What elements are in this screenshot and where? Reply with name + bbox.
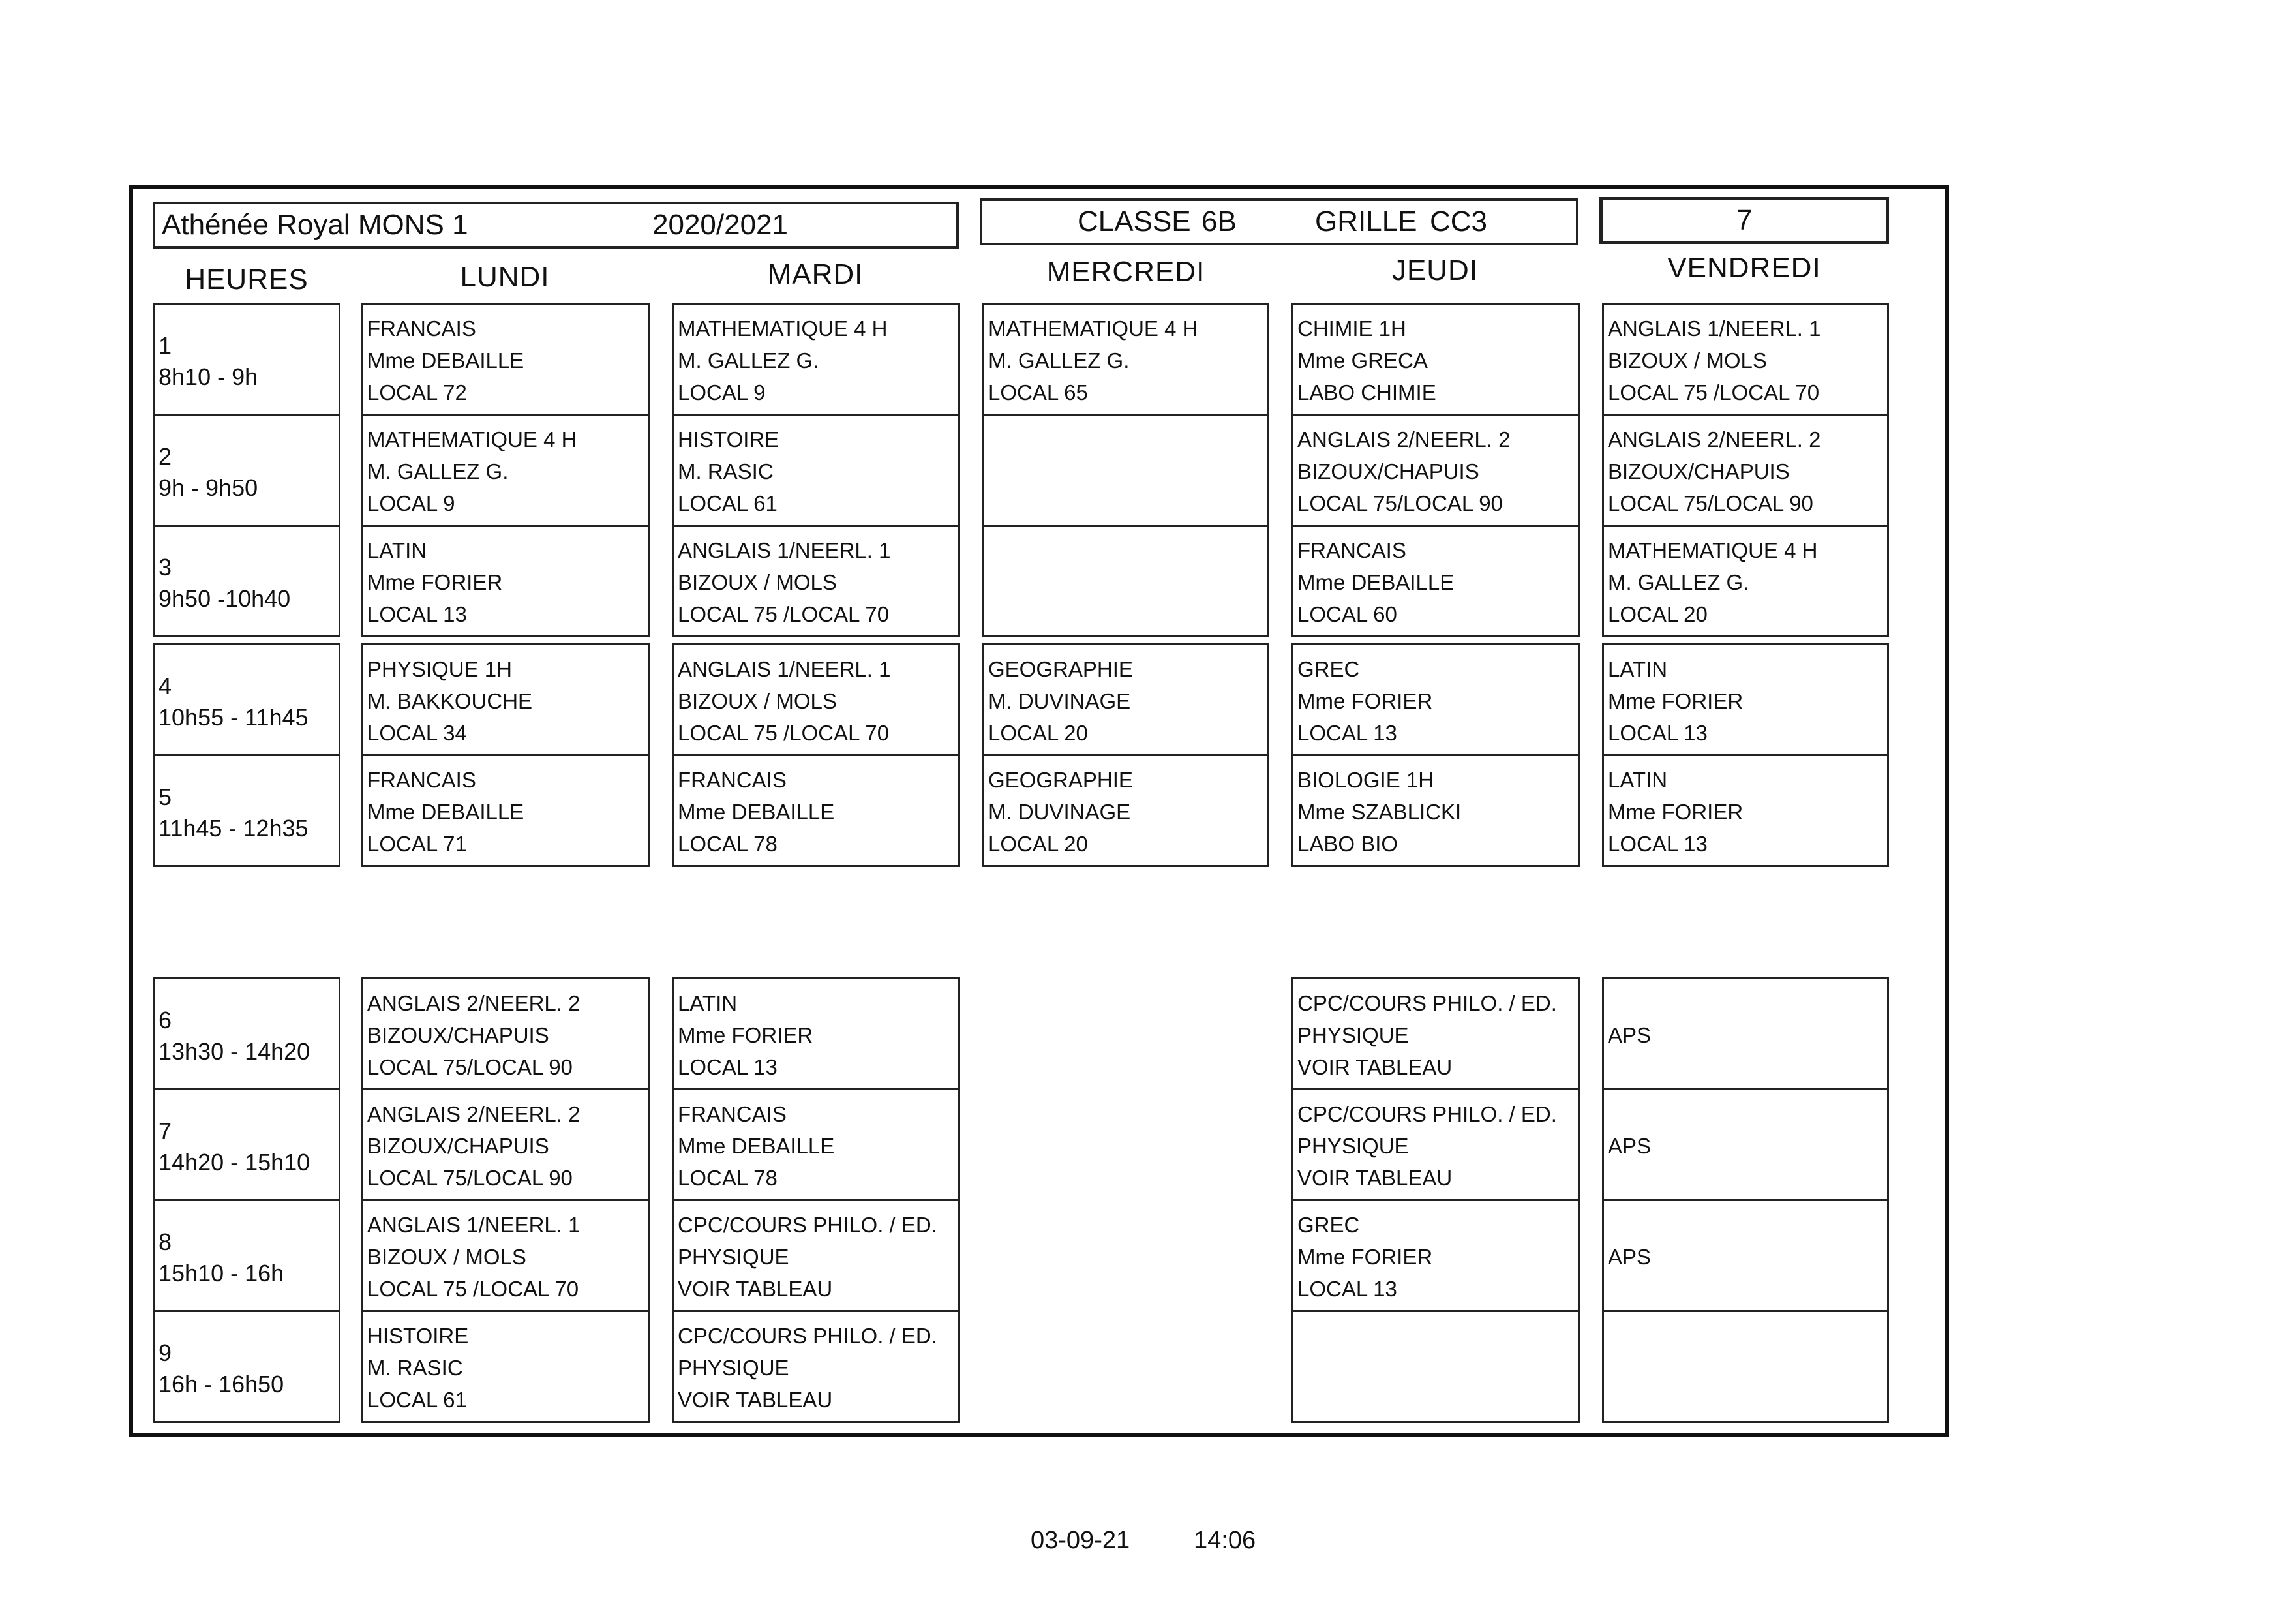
lesson-cell-monday — [361, 1199, 650, 1312]
lesson-cell-tuesday — [672, 1310, 960, 1423]
lesson-line: LOCAL 75/LOCAL 90 — [1297, 491, 1503, 515]
lesson-line: GREC — [1297, 657, 1360, 681]
period-time: 9h50 -10h40 — [159, 585, 291, 612]
lesson-line: VOIR TABLEAU — [678, 1277, 833, 1301]
lesson-line: LATIN — [1608, 657, 1668, 681]
lesson-line: PHYSIQUE — [678, 1245, 789, 1269]
lesson-line: BIZOUX / MOLS — [1608, 348, 1767, 373]
lesson-cell-tuesday — [672, 1088, 960, 1201]
lesson-line: LOCAL 13 — [1608, 721, 1708, 745]
lesson-line: LOCAL 75 /LOCAL 70 — [1608, 380, 1820, 404]
lesson-line: M. DUVINAGE — [988, 800, 1131, 824]
lesson-line: BIZOUX/CHAPUIS — [367, 1134, 549, 1158]
lesson-line: Mme FORIER — [1608, 800, 1744, 824]
school-year-box — [153, 202, 959, 249]
lesson-line: FRANCAIS — [367, 768, 476, 792]
lesson-line: BIZOUX / MOLS — [678, 689, 837, 713]
period-number: 6 — [159, 1007, 172, 1033]
lesson-line: LOCAL 75/LOCAL 90 — [367, 1055, 573, 1079]
lesson-line: LOCAL 61 — [678, 491, 778, 515]
lesson-line: CHIMIE 1H — [1297, 316, 1406, 341]
lesson-line: LOCAL 13 — [1608, 832, 1708, 856]
period-number: 5 — [159, 784, 172, 810]
number-box — [1599, 197, 1889, 244]
lesson-cell-wednesday — [982, 643, 1269, 756]
lesson-line: FRANCAIS — [1297, 538, 1406, 562]
lesson-cell-friday — [1602, 1088, 1889, 1201]
lesson-cell-thursday — [1292, 525, 1580, 637]
lesson-line — [1608, 1273, 1887, 1305]
lesson-line: Mme DEBAILLE — [367, 800, 524, 824]
lesson-line: Mme FORIER — [367, 570, 503, 594]
lesson-line: LOCAL 75/LOCAL 90 — [367, 1166, 573, 1190]
period-cell — [153, 303, 340, 416]
lesson-cell-thursday — [1292, 754, 1580, 867]
lesson-line: MATHEMATIQUE 4 H — [1608, 538, 1818, 562]
lesson-line: ANGLAIS 2/NEERL. 2 — [367, 991, 581, 1015]
lesson-line: LOCAL 75 /LOCAL 70 — [678, 602, 890, 626]
lesson-line: PHYSIQUE — [678, 1356, 789, 1380]
lesson-line: FRANCAIS — [678, 768, 787, 792]
lesson-cell-tuesday — [672, 414, 960, 527]
lesson-line: LOCAL 78 — [678, 832, 778, 856]
period-time: 10h55 - 11h45 — [159, 704, 309, 731]
lesson-line: VOIR TABLEAU — [1297, 1055, 1453, 1079]
period-time: 11h45 - 12h35 — [159, 815, 309, 842]
lesson-line: Mme DEBAILLE — [367, 348, 524, 373]
lesson-line: LOCAL 75 /LOCAL 70 — [367, 1277, 579, 1301]
lesson-cell-thursday — [1292, 643, 1580, 756]
period-number: 7 — [159, 1118, 172, 1144]
column-friday: VENDREDI — [1667, 252, 1821, 284]
lesson-line: GEOGRAPHIE — [988, 768, 1133, 792]
lesson-line: Mme DEBAILLE — [678, 1134, 835, 1158]
lesson-line: VOIR TABLEAU — [678, 1388, 833, 1412]
lesson-line: CPC/COURS PHILO. / ED. — [1297, 991, 1557, 1015]
lesson-line: ANGLAIS 1/NEERL. 1 — [678, 538, 891, 562]
lesson-line: Mme FORIER — [678, 1023, 813, 1047]
lesson-cell-monday — [361, 525, 650, 637]
lesson-line: MATHEMATIQUE 4 H — [367, 427, 577, 451]
column-hours: HEURES — [185, 264, 309, 296]
lesson-line: HISTOIRE — [678, 427, 779, 451]
lesson-line: LOCAL 75 /LOCAL 70 — [678, 721, 890, 745]
lesson-line: ANGLAIS 2/NEERL. 2 — [1608, 427, 1821, 451]
lesson-line: ANGLAIS 1/NEERL. 1 — [367, 1213, 581, 1237]
lesson-line: M. GALLEZ G. — [678, 348, 819, 373]
lesson-line: Mme DEBAILLE — [678, 800, 835, 824]
lesson-line: FRANCAIS — [678, 1102, 787, 1126]
lesson-line: LABO BIO — [1297, 832, 1398, 856]
lesson-line: LOCAL 20 — [1608, 602, 1708, 626]
lesson-cell-thursday — [1292, 1199, 1580, 1312]
lesson-line: Mme FORIER — [1297, 689, 1433, 713]
lesson-line: ANGLAIS 1/NEERL. 1 — [678, 657, 891, 681]
lesson-cell-tuesday — [672, 303, 960, 416]
lesson-line: CPC/COURS PHILO. / ED. — [678, 1324, 937, 1348]
lesson-line: MATHEMATIQUE 4 H — [678, 316, 888, 341]
lesson-cell-friday — [1602, 414, 1889, 527]
lesson-line: Mme FORIER — [1297, 1245, 1433, 1269]
lesson-cell-tuesday — [672, 525, 960, 637]
period-number: 8 — [159, 1229, 172, 1255]
lesson-line: VOIR TABLEAU — [1297, 1166, 1453, 1190]
lesson-line: PHYSIQUE — [1297, 1023, 1409, 1047]
lesson-line: LOCAL 61 — [367, 1388, 467, 1412]
lesson-line: M. DUVINAGE — [988, 689, 1131, 713]
grid-label: GRILLE — [1315, 206, 1417, 237]
lesson-line: LOCAL 78 — [678, 1166, 778, 1190]
class-label: CLASSE — [1078, 206, 1191, 237]
lesson-line: BIZOUX/CHAPUIS — [367, 1023, 549, 1047]
lesson-line — [1608, 1098, 1887, 1130]
column-wednesday: MERCREDI — [1046, 256, 1205, 288]
lesson-line: ANGLAIS 2/NEERL. 2 — [367, 1102, 581, 1126]
lesson-cell-friday — [1602, 754, 1889, 867]
lesson-cell-tuesday — [672, 754, 960, 867]
lesson-line: LOCAL 13 — [367, 602, 467, 626]
lesson-line: Mme SZABLICKI — [1297, 800, 1462, 824]
class-value: 6B — [1201, 206, 1237, 237]
lesson-line: LATIN — [1608, 768, 1668, 792]
lesson-line: LOCAL 13 — [1297, 721, 1397, 745]
lesson-line: Mme FORIER — [1608, 689, 1744, 713]
lesson-cell-thursday — [1292, 977, 1580, 1090]
lesson-line: LATIN — [367, 538, 427, 562]
lesson-line: LABO CHIMIE — [1297, 380, 1436, 404]
lesson-line: GEOGRAPHIE — [988, 657, 1133, 681]
period-cell — [153, 1199, 340, 1312]
lesson-cell-thursday — [1292, 1088, 1580, 1201]
period-number: 1 — [159, 332, 172, 359]
lesson-line: BIOLOGIE 1H — [1297, 768, 1434, 792]
lesson-cell-monday — [361, 643, 650, 756]
lesson-line: ANGLAIS 1/NEERL. 1 — [1608, 316, 1821, 341]
lesson-line: MATHEMATIQUE 4 H — [988, 316, 1198, 341]
lesson-line: HISTOIRE — [367, 1324, 469, 1348]
lesson-line: BIZOUX/CHAPUIS — [1608, 459, 1790, 483]
lesson-cell-friday — [1602, 1199, 1889, 1312]
column-thursday: JEUDI — [1391, 254, 1479, 286]
page-number: 7 — [1736, 204, 1753, 236]
class-grid-box — [980, 198, 1578, 245]
period-cell — [153, 1310, 340, 1423]
lesson-line: PHYSIQUE 1H — [367, 657, 512, 681]
lesson-cell-tuesday — [672, 1199, 960, 1312]
lesson-line — [1608, 1209, 1887, 1241]
lesson-line — [1608, 987, 1887, 1019]
lesson-cell-wednesday — [982, 414, 1269, 527]
lesson-cell-friday — [1602, 643, 1889, 756]
lesson-cell-tuesday — [672, 643, 960, 756]
lesson-line: LOCAL 71 — [367, 832, 467, 856]
lesson-cell-thursday — [1292, 414, 1580, 527]
period-cell — [153, 643, 340, 756]
lesson-line: LOCAL 9 — [678, 380, 766, 404]
period-time: 9h - 9h50 — [159, 474, 258, 501]
school-year: 2020/2021 — [652, 209, 788, 241]
lesson-cell-monday — [361, 1088, 650, 1201]
lesson-line: M. GALLEZ G. — [1608, 570, 1749, 594]
lesson-cell-thursday — [1292, 303, 1580, 416]
lesson-line: APS — [1608, 1134, 1652, 1158]
lesson-cell-monday — [361, 754, 650, 867]
lesson-line: LOCAL 13 — [1297, 1277, 1397, 1301]
lesson-line: Mme GRECA — [1297, 348, 1428, 373]
lesson-line: LOCAL 72 — [367, 380, 467, 404]
lesson-line: PHYSIQUE — [1297, 1134, 1409, 1158]
lesson-line: M. BAKKOUCHE — [367, 689, 533, 713]
period-time: 14h20 - 15h10 — [159, 1149, 310, 1176]
lesson-line: LOCAL 20 — [988, 832, 1088, 856]
lesson-line: LATIN — [678, 991, 738, 1015]
lesson-cell-friday — [1602, 1310, 1889, 1423]
lesson-line: M. GALLEZ G. — [988, 348, 1130, 373]
lesson-line: APS — [1608, 1245, 1652, 1269]
lesson-line: GREC — [1297, 1213, 1360, 1237]
lesson-cell-monday — [361, 303, 650, 416]
lesson-line: LOCAL 20 — [988, 721, 1088, 745]
period-time: 8h10 - 9h — [159, 363, 258, 390]
lesson-line — [1608, 1162, 1887, 1194]
lesson-line: LOCAL 34 — [367, 721, 467, 745]
grid-value: CC3 — [1430, 206, 1488, 237]
lesson-line: LOCAL 65 — [988, 380, 1088, 404]
lesson-cell-friday — [1602, 303, 1889, 416]
lesson-cell-wednesday — [982, 525, 1269, 637]
lesson-cell-tuesday — [672, 977, 960, 1090]
period-time: 16h - 16h50 — [159, 1371, 284, 1397]
lesson-cell-wednesday — [982, 303, 1269, 416]
lesson-line — [1608, 1051, 1887, 1083]
lesson-cell-thursday — [1292, 1310, 1580, 1423]
lesson-line: M. GALLEZ G. — [367, 459, 509, 483]
lesson-line: CPC/COURS PHILO. / ED. — [678, 1213, 937, 1237]
column-tuesday: MARDI — [767, 258, 864, 290]
period-cell — [153, 414, 340, 527]
lesson-line: ANGLAIS 2/NEERL. 2 — [1297, 427, 1511, 451]
lesson-cell-friday — [1602, 977, 1889, 1090]
period-time: 13h30 - 14h20 — [159, 1038, 310, 1065]
lesson-line: BIZOUX / MOLS — [678, 570, 837, 594]
lesson-line: LOCAL 75/LOCAL 90 — [1608, 491, 1813, 515]
school-name: Athénée Royal MONS 1 — [162, 209, 468, 241]
lesson-line: BIZOUX / MOLS — [367, 1245, 526, 1269]
print-time: 14:06 — [1194, 1527, 1256, 1554]
lesson-line: FRANCAIS — [367, 316, 476, 341]
period-number: 9 — [159, 1339, 172, 1366]
lesson-line: APS — [1608, 1023, 1652, 1047]
period-cell — [153, 754, 340, 867]
lesson-cell-monday — [361, 414, 650, 527]
lesson-cell-wednesday — [982, 754, 1269, 867]
period-number: 3 — [159, 554, 172, 581]
lesson-line: BIZOUX/CHAPUIS — [1297, 459, 1479, 483]
lesson-line: Mme DEBAILLE — [1297, 570, 1455, 594]
print-date: 03-09-21 — [1031, 1527, 1130, 1554]
lesson-line: M. RASIC — [678, 459, 774, 483]
lesson-line: LOCAL 60 — [1297, 602, 1397, 626]
period-cell — [153, 977, 340, 1090]
lesson-cell-monday — [361, 1310, 650, 1423]
lesson-line: LOCAL 9 — [367, 491, 455, 515]
period-number: 4 — [159, 673, 172, 699]
period-number: 2 — [159, 443, 172, 470]
lesson-line: LOCAL 13 — [678, 1055, 778, 1079]
lesson-line: M. RASIC — [367, 1356, 463, 1380]
period-cell — [153, 525, 340, 637]
lesson-cell-friday — [1602, 525, 1889, 637]
period-cell — [153, 1088, 340, 1201]
lesson-cell-monday — [361, 977, 650, 1090]
column-monday: LUNDI — [460, 261, 550, 293]
lesson-line: CPC/COURS PHILO. / ED. — [1297, 1102, 1557, 1126]
period-time: 15h10 - 16h — [159, 1260, 284, 1287]
